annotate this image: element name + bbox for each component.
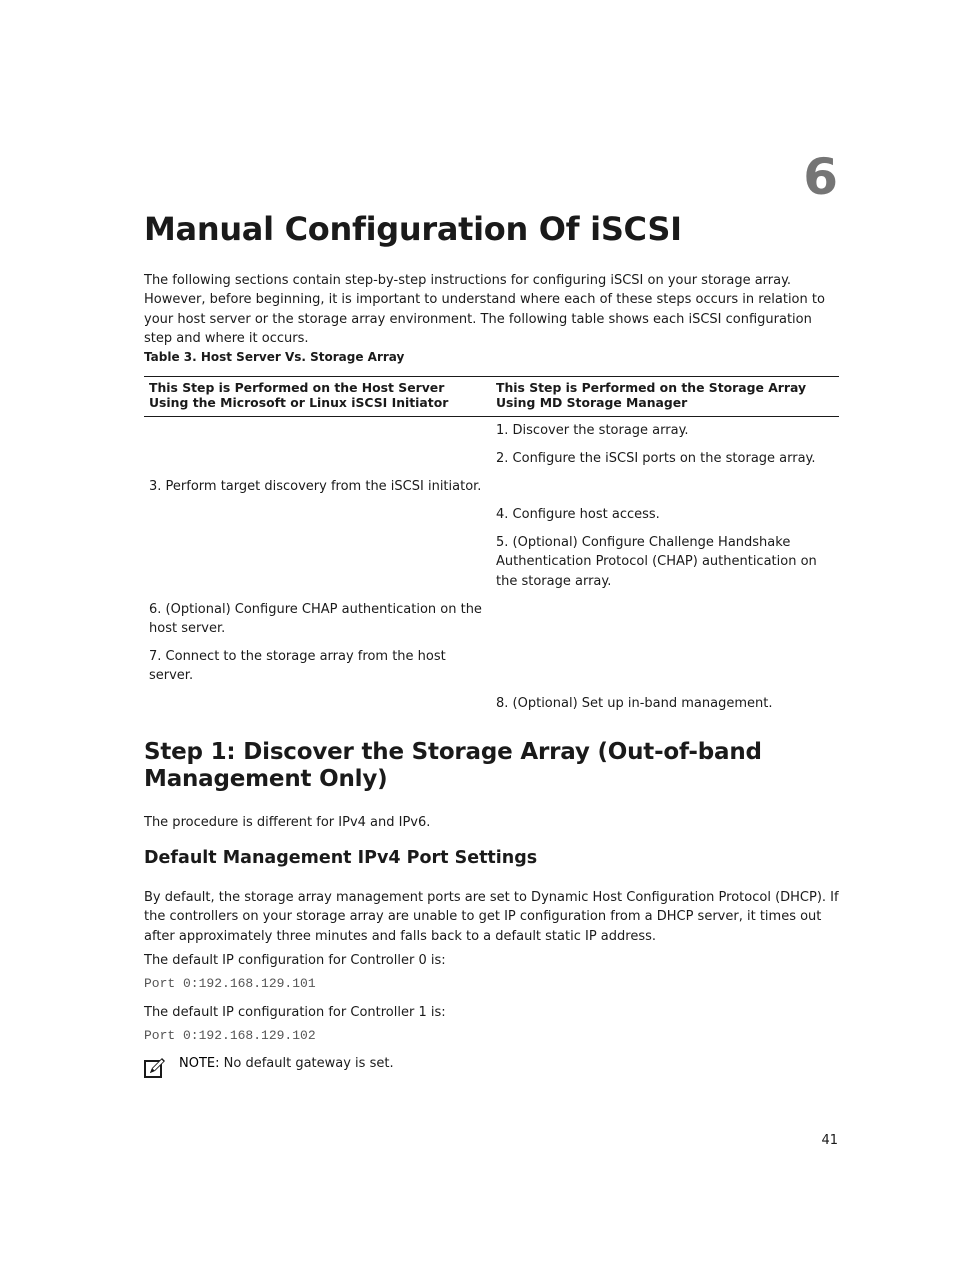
table-row xyxy=(144,643,839,690)
note-text xyxy=(179,1054,394,1073)
page-number: 41 xyxy=(821,1133,838,1148)
table-caption: Table 3. Host Server Vs. Storage Array xyxy=(144,350,405,364)
note-label: NOTE: xyxy=(179,1056,220,1071)
storage-cell xyxy=(491,643,839,690)
steps-table xyxy=(144,376,839,718)
controller0-label: The default IP configuration for Controller 0 is: xyxy=(144,953,446,968)
host-cell: 6. (Optional) Configure CHAP authentication on the host server. xyxy=(149,601,482,636)
chapter-number: 6 xyxy=(803,148,838,206)
storage-cell xyxy=(491,596,839,643)
section-intro: The procedure is different for IPv4 and IPv6. xyxy=(144,815,431,830)
controller1-label: The default IP configuration for Controller 1 is: xyxy=(144,1005,446,1020)
storage-cell: 8. (Optional) Set up in-band management. xyxy=(496,696,773,712)
host-cell xyxy=(144,529,491,596)
header-host-server: This Step is Performed on the Host Server Using the Microsoft or Linux iSCSI Initiator xyxy=(144,377,491,417)
host-cell: 3. Perform target discovery from the iSCSI initiator. xyxy=(149,478,482,494)
note-pencil-icon xyxy=(144,1056,166,1078)
table-header-row xyxy=(144,377,839,417)
controller1-ip-code: Port 0:192.168.129.102 xyxy=(144,1028,316,1043)
host-cell xyxy=(144,690,491,718)
host-cell xyxy=(144,417,491,445)
table-row xyxy=(144,473,839,501)
table-row xyxy=(144,529,839,596)
host-cell xyxy=(144,501,491,529)
chapter-title: Manual Configuration Of iSCSI xyxy=(144,210,682,248)
note-callout xyxy=(144,1054,394,1078)
table-row xyxy=(144,501,839,529)
host-cell xyxy=(144,445,491,473)
note-body: No default gateway is set. xyxy=(219,1056,394,1071)
storage-cell: 5. (Optional) Configure Challenge Handshake Authentication Protocol (CHAP) authentication on the storage array. xyxy=(496,534,817,589)
storage-cell: 1. Discover the storage array. xyxy=(496,423,689,438)
controller0-ip-code: Port 0:192.168.129.101 xyxy=(144,976,316,991)
table-row xyxy=(144,445,839,473)
table-row xyxy=(144,690,839,718)
table-row xyxy=(144,596,839,643)
intro-paragraph: The following sections contain step-by-step instructions for configuring iSCSI on your storage array. However, before beginning, it is important to understand where each of these steps occurs in relation to your host server or the storage array environment. The following table shows each iSCSI configuration step and where it occurs. xyxy=(144,273,825,346)
section-heading: Step 1: Discover the Storage Array (Out-of-band Management Only) xyxy=(144,739,762,792)
storage-cell: 2. Configure the iSCSI ports on the storage array. xyxy=(496,450,816,466)
dhcp-paragraph: By default, the storage array management ports are set to Dynamic Host Configuration Protocol (DHCP). If the controllers on your storage array are unable to get IP configuration from a DHCP server, it times out after approximately three minutes and falls back to a default static IP address. xyxy=(144,890,839,944)
host-cell: 7. Connect to the storage array from the host server. xyxy=(149,648,446,684)
storage-cell xyxy=(491,473,839,501)
storage-cell: 4. Configure host access. xyxy=(496,506,660,522)
header-storage-array: This Step is Performed on the Storage Array Using MD Storage Manager xyxy=(491,377,839,417)
subsection-heading: Default Management IPv4 Port Settings xyxy=(144,848,538,868)
table-row xyxy=(144,417,839,445)
